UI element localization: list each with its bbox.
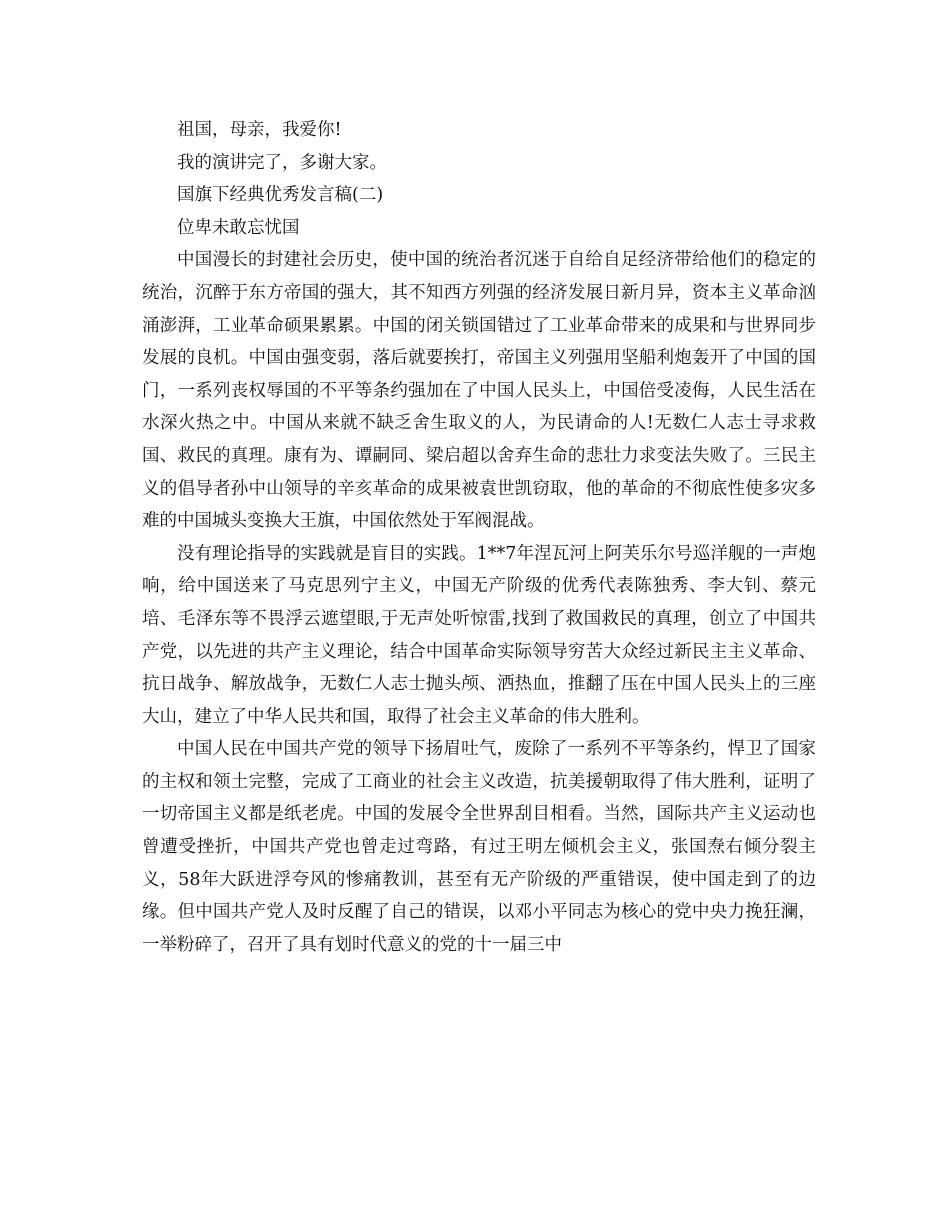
paragraph-1: 中国漫长的封建社会历史，使中国的统治者沉迷于自给自足经济带给他们的稳定的统治，沉醉于东方帝国的强大，其不知西方列强的经济发展日新月异，资本主义革命汹涌澎湃，工业革命硕果累累。中国的闭关锁国错过了工业革命带来的成果和与世界同步发展的良机。中国由强变弱，落后就要挨打，帝国主义列强用坚船利炮轰开了中国的国门，一系列丧权辱国的不平等条约强加在了中国人民头上，中国倍受凌侮，人民生活在水深火热之中。中国从来就不缺乏舍生取义的人，为民请命的人!无数仁人志士寻求救国、救民的真理。康有为、谭嗣同、梁启超以舍弃生命的悲壮力求变法失败了。三民主义的倡导者孙中山领导的辛亥革命的成果被袁世凯窃取，他的革命的不彻底性使多灾多难的中国城头变换大王旗，中国依然处于军阀混战。 bbox=[142, 250, 816, 532]
paragraph-2: 没有理论指导的实践就是盲目的实践。1**7年涅瓦河上阿芙乐尔号巡洋舰的一声炮响，给中国送来了马克思列宁主义，中国无产阶级的优秀代表陈独秀、李大钊、蔡元培、毛泽东等不畏浮云遮望眼,于无声处听惊雷,找到了救国救民的真理，创立了中国共产党，以先进的共产主义理论，结合中国革命实际领导穷苦大众经过新民主主义革命、抗日战争、解放战争，无数仁人志士抛头颅、洒热血，推翻了压在中国人民头上的三座大山，建立了中华人民共和国，取得了社会主义革命的伟大胜利。 bbox=[142, 543, 816, 727]
section-title: 国旗下经典优秀发言稿(二) bbox=[177, 185, 384, 206]
document-body bbox=[142, 114, 816, 961]
paragraph-3: 中国人民在中国共产党的领导下扬眉吐气，废除了一系列不平等条约，悍卫了国家的主权和领土完整，完成了工商业的社会主义改造，抗美援朝取得了伟大胜利，证明了一切帝国主义都是纸老虎。中国的发展令全世界刮目相看。当然，国际共产主义运动也曾遭受挫折，中国共产党也曾走过弯路，有过王明左倾机会主义，张国焘右倾分裂主义，58年大跃进浮夸风的惨痛教训，甚至有无产阶级的严重错误，使中国走到了的边缘。但中国共产党人及时反醒了自己的错误，以邓小平同志为核心的党中央力挽狂澜，一举粉碎了，召开了具有划时代意义的党的十一届三中 bbox=[142, 739, 816, 955]
closing-line: 祖国，母亲，我爱你! bbox=[177, 120, 342, 140]
thanks-line: 我的演讲完了，多谢大家。 bbox=[177, 152, 387, 173]
speech-title: 位卑未敢忘忧国 bbox=[177, 217, 300, 238]
